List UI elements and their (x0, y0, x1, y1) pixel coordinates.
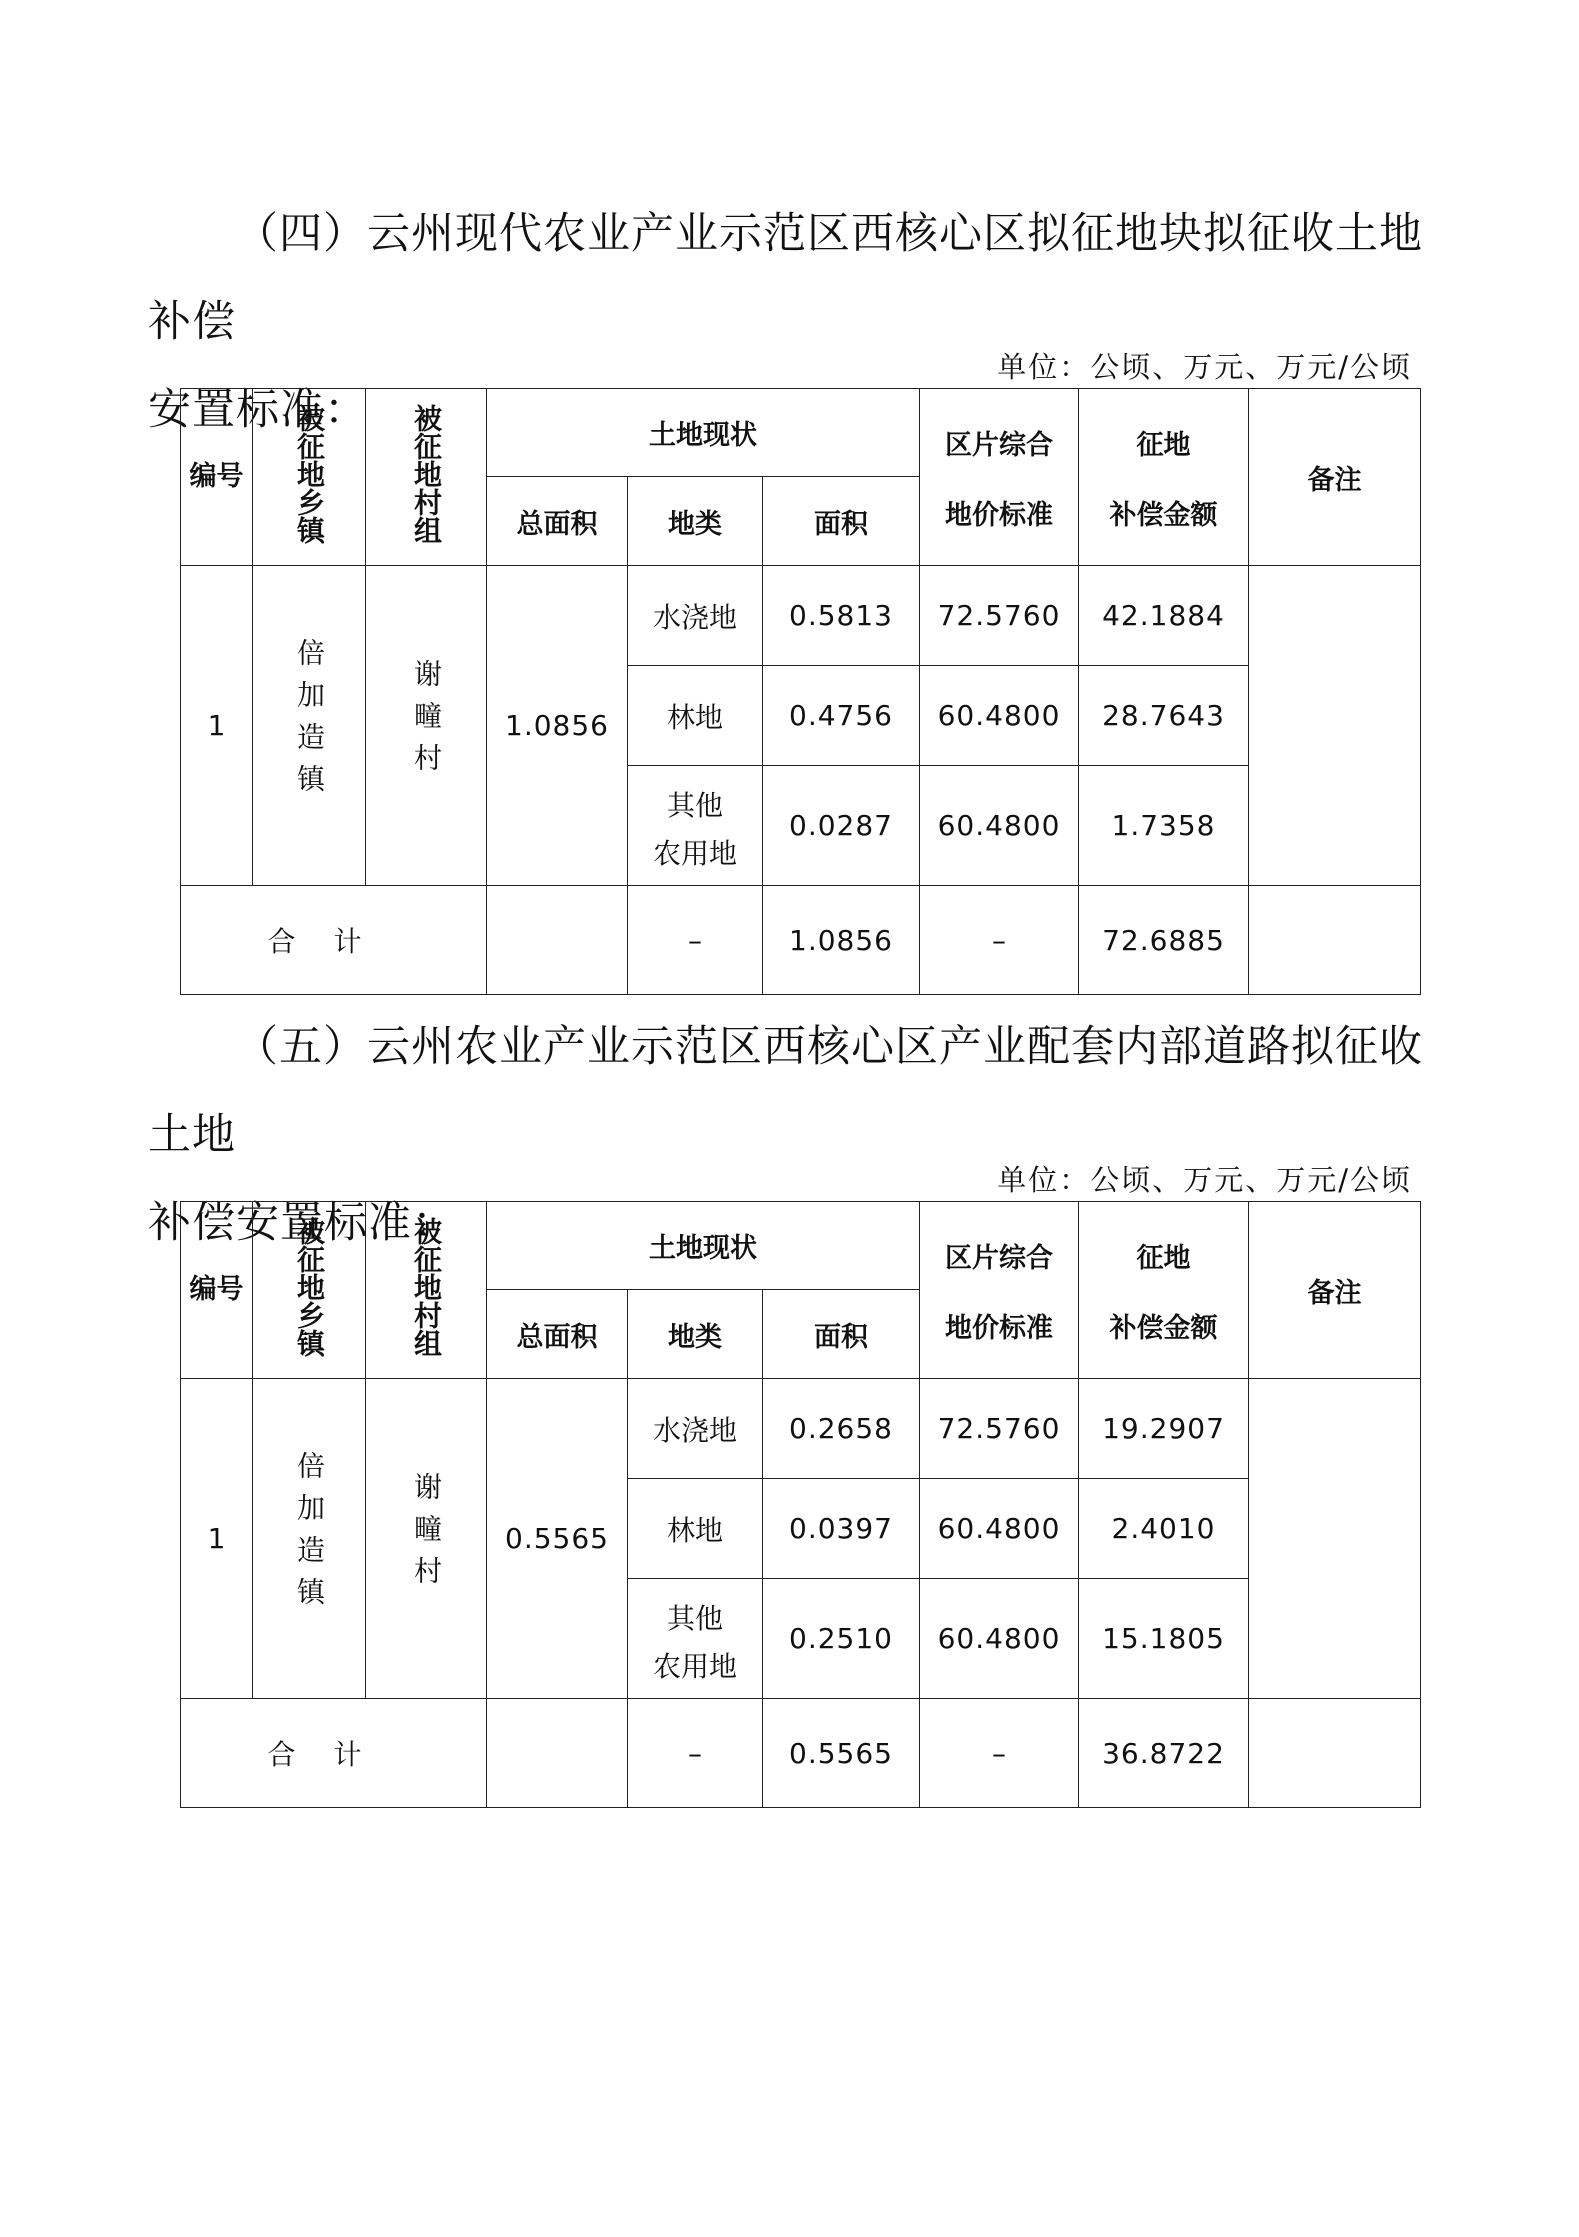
cell-compensation: 15.1805 (1079, 1579, 1249, 1699)
cell-no: 1 (181, 566, 253, 886)
cell-area: 0.2510 (763, 1579, 920, 1699)
total-type: – (628, 886, 763, 995)
section-5-heading-line2: 补偿安置标准： (148, 1198, 456, 1248)
cell-compensation: 2.4010 (1079, 1479, 1249, 1579)
cell-area: 0.4756 (763, 666, 920, 766)
total-compensation: 36.8722 (1079, 1699, 1249, 1808)
header-village: 被征地村组 (366, 1202, 487, 1379)
total-remark (1249, 886, 1421, 995)
cell-total-area: 0.5565 (487, 1379, 628, 1699)
header-area: 面积 (763, 1290, 920, 1379)
header-area: 面积 (763, 477, 920, 566)
header-land-type: 地类 (628, 477, 763, 566)
header-total-area: 总面积 (487, 1290, 628, 1379)
cell-area: 0.0397 (763, 1479, 920, 1579)
header-no: 编号 (181, 1202, 253, 1379)
total-area: 1.0856 (763, 886, 920, 995)
cell-remark (1249, 566, 1421, 886)
header-land-status: 土地现状 (487, 1202, 920, 1290)
cell-area: 0.2658 (763, 1379, 920, 1479)
cell-land-type: 水浇地 (628, 1379, 763, 1479)
cell-total-area: 1.0856 (487, 566, 628, 886)
header-town: 被征地乡镇 (253, 1202, 366, 1379)
total-area: 0.5565 (763, 1699, 920, 1808)
cell-price: 72.5760 (920, 566, 1079, 666)
header-price-standard: 区片综合 地价标准 (920, 1202, 1079, 1379)
cell-price: 72.5760 (920, 1379, 1079, 1479)
cell-area: 0.0287 (763, 766, 920, 886)
section-4-unit-note: 单位：公顷、万元、万元/公顷 (997, 350, 1412, 384)
cell-land-type: 林地 (628, 666, 763, 766)
header-land-type: 地类 (628, 1290, 763, 1379)
total-empty (487, 886, 628, 995)
cell-compensation: 1.7358 (1079, 766, 1249, 886)
cell-compensation: 28.7643 (1079, 666, 1249, 766)
header-no: 编号 (181, 389, 253, 566)
cell-compensation: 19.2907 (1079, 1379, 1249, 1479)
cell-town: 倍加造镇 (253, 1379, 366, 1699)
header-price-standard: 区片综合 地价标准 (920, 389, 1079, 566)
total-empty (487, 1699, 628, 1808)
section-4-heading-line2: 安置标准： (148, 385, 368, 435)
header-total-area: 总面积 (487, 477, 628, 566)
cell-village: 谢疃村 (366, 566, 487, 886)
total-remark (1249, 1699, 1421, 1808)
cell-land-type: 其他 农用地 (628, 1579, 763, 1699)
cell-no: 1 (181, 1379, 253, 1699)
total-label: 合计 (181, 886, 487, 995)
cell-area: 0.5813 (763, 566, 920, 666)
total-label: 合计 (181, 1699, 487, 1808)
total-compensation: 72.6885 (1079, 886, 1249, 995)
cell-land-type: 水浇地 (628, 566, 763, 666)
cell-town: 倍加造镇 (253, 566, 366, 886)
header-compensation: 征地 补偿金额 (1079, 389, 1249, 566)
section-4-table (180, 388, 1421, 995)
cell-price: 60.4800 (920, 766, 1079, 886)
cell-land-type: 其他 农用地 (628, 766, 763, 886)
total-price: – (920, 1699, 1079, 1808)
cell-price: 60.4800 (920, 1579, 1079, 1699)
cell-land-type: 林地 (628, 1479, 763, 1579)
cell-price: 60.4800 (920, 666, 1079, 766)
header-remark: 备注 (1249, 1202, 1421, 1379)
header-remark: 备注 (1249, 389, 1421, 566)
cell-remark (1249, 1379, 1421, 1699)
cell-price: 60.4800 (920, 1479, 1079, 1579)
header-town: 被征地乡镇 (253, 389, 366, 566)
section-5-table (180, 1201, 1421, 1808)
total-type: – (628, 1699, 763, 1808)
section-5-heading-line1: （五）云州农业产业示范区西核心区产业配套内部道路拟征收土地 (148, 1022, 1423, 1160)
header-compensation: 征地 补偿金额 (1079, 1202, 1249, 1379)
section-5-unit-note: 单位：公顷、万元、万元/公顷 (997, 1163, 1412, 1197)
section-4-heading-line1: （四）云州现代农业产业示范区西核心区拟征地块拟征收土地补偿 (148, 209, 1423, 347)
cell-compensation: 42.1884 (1079, 566, 1249, 666)
total-price: – (920, 886, 1079, 995)
cell-village: 谢疃村 (366, 1379, 487, 1699)
header-land-status: 土地现状 (487, 389, 920, 477)
header-village: 被征地村组 (366, 389, 487, 566)
